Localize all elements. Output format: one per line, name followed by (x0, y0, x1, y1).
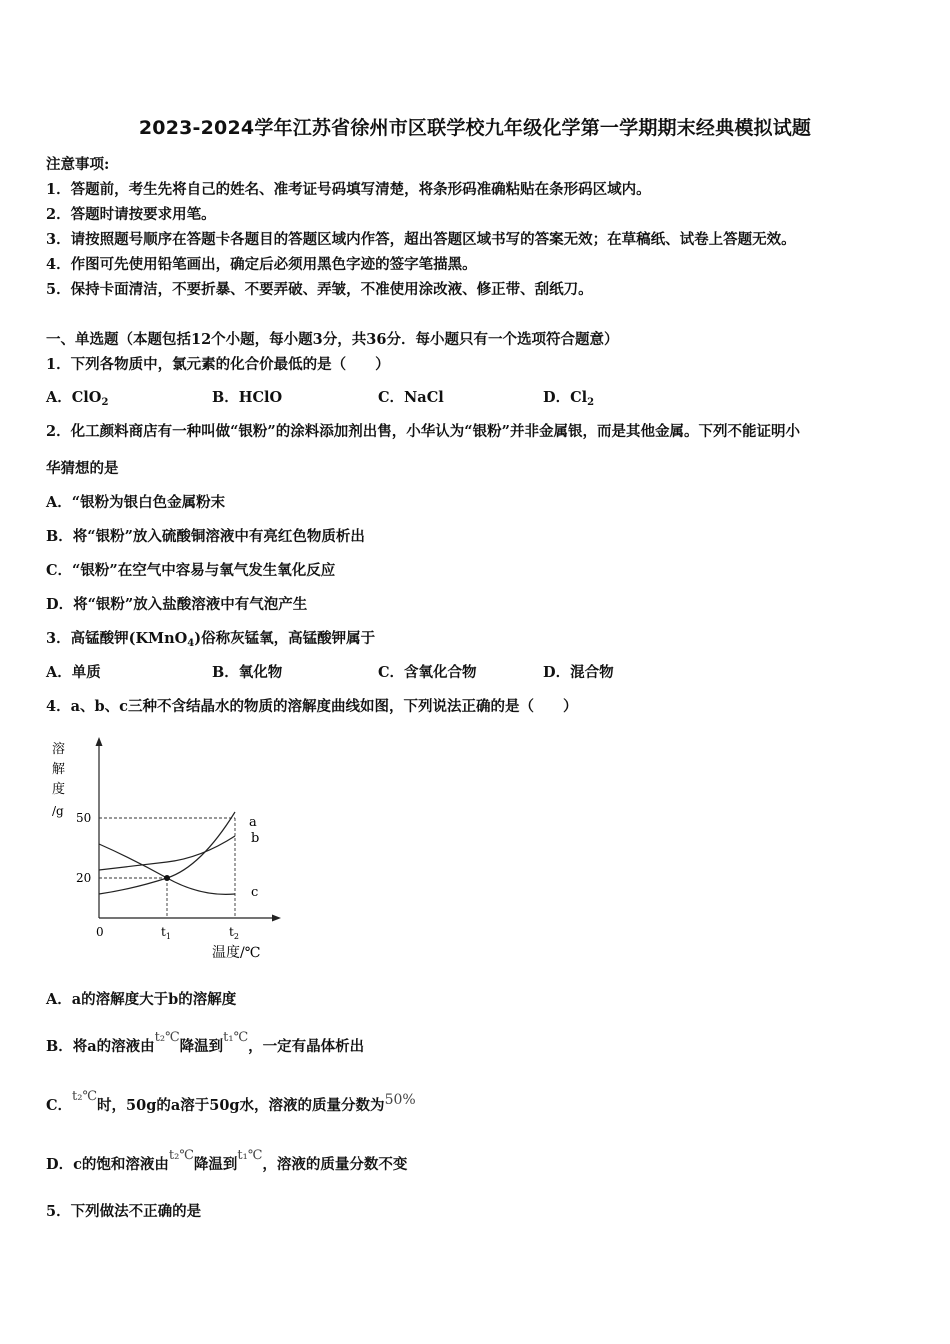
y-label-char-1: 溶 (52, 742, 66, 757)
temp-t2: t₂℃ (154, 1030, 180, 1045)
curve-label-c: c (251, 885, 259, 900)
question-3-option-b: B．氧化物 (212, 664, 283, 681)
question-3-option-c: C．含氧化合物 (378, 664, 477, 681)
intersection-point (164, 875, 170, 881)
question-5-stem: 5．下列做法不正确的是 (46, 1203, 202, 1220)
temp-t2: t₂℃ (72, 1089, 98, 1104)
question-4-option-b: B．将a的溶液由t₂℃降温到t₁℃，一定有晶体析出 (46, 1030, 365, 1055)
curve-label-b: b (251, 831, 260, 846)
y-tick-50: 50 (76, 811, 92, 825)
temp-t1: t₁℃ (237, 1148, 263, 1163)
question-2-option-b: B．将“银粉”放入硫酸铜溶液中有亮红色物质析出 (46, 528, 365, 545)
notice-item-2: 2．答题时请按要求用笔。 (46, 206, 216, 223)
question-1-option-a: A．ClO$_2$ (46, 389, 109, 408)
question-2-stem-line-1: 2．化工颜料商店有一种叫做“银粉”的涂料添加剂出售，小华认为“银粉”并非金属银，而是其他金属。下列不能证明小 (46, 423, 800, 440)
question-3-option-a: A．单质 (46, 664, 101, 681)
x-tick-t1-sub: 1 (165, 932, 171, 941)
question-4-option-d: D．c的饱和溶液由t₂℃降温到t₁℃，溶液的质量分数不变 (46, 1148, 408, 1173)
curve-label-a: a (249, 815, 257, 830)
question-4-option-c: C．t₂℃时，50g的a溶于50g水，溶液的质量分数为50% (46, 1089, 416, 1114)
question-4-option-a: A．a的溶解度大于b的溶解度 (46, 991, 237, 1008)
question-3-option-d: D．混合物 (543, 664, 614, 681)
section-heading: 一、单选题（本题包括12个小题，每小题3分，共36分．每小题只有一个选项符合题意） (46, 331, 619, 348)
y-label-char-4: /g (52, 804, 64, 818)
y-axis-arrow (96, 737, 103, 746)
question-2-option-d: D．将“银粉”放入盐酸溶液中有气泡产生 (46, 596, 308, 613)
percent-value: 50% (384, 1092, 416, 1108)
temp-t2: t₂℃ (168, 1148, 194, 1163)
question-4-stem: 4．a、b、c三种不含结晶水的物质的溶解度曲线如图，下列说法正确的是（ ） (46, 698, 578, 715)
question-2-option-a: A．“银粉为银白色金属粉末 (46, 494, 226, 511)
page-title: 2023-2024学年江苏省徐州市区联学校九年级化学第一学期期末经典模拟试题 (138, 117, 812, 139)
y-label-char-3: 度 (52, 782, 66, 797)
notice-heading: 注意事项: (46, 156, 110, 173)
question-1-stem: 1．下列各物质中，氯元素的化合价最低的是（ ） (46, 356, 390, 373)
y-tick-20: 20 (76, 871, 92, 885)
x-tick-t2: $t_2$ (229, 925, 239, 941)
notice-item-4: 4．作图可先使用铅笔画出，确定后必须用黑色字迹的签字笔描黑。 (46, 256, 477, 273)
x-axis-arrow (272, 915, 281, 922)
temp-t1: t₁℃ (223, 1030, 249, 1045)
x-tick-t1: $t_1$ (161, 925, 171, 941)
x-tick-t2-sub: 2 (233, 932, 239, 941)
solubility-chart (44, 733, 294, 968)
notice-item-5: 5．保持卡面清洁，不要折暴、不要弄破、弄皱，不准使用涂改液、修正带、刮纸刀。 (46, 281, 593, 298)
origin-label: 0 (96, 925, 104, 939)
question-2-stem-line-2: 华猜想的是 (46, 460, 119, 477)
question-1-option-d: D．$Cl_2$ (543, 389, 595, 408)
x-axis-label: 温度/℃ (212, 945, 261, 961)
question-1-option-c: C．NaCl (378, 389, 444, 406)
notice-item-1: 1．答题前，考生先将自己的姓名、准考证号码填写清楚，将条形码准确粘贴在条形码区域内。 (46, 181, 651, 198)
curve-c (99, 844, 235, 894)
question-3-stem: 3．高锰酸钾(KMnO$_4$)俗称灰锰氧，高锰酸钾属于 (46, 630, 376, 649)
question-2-option-c: C．“银粉”在空气中容易与氧气发生氧化反应 (46, 562, 336, 579)
y-label-char-2: 解 (52, 762, 66, 777)
question-1-option-b: B．HClO (212, 389, 283, 406)
notice-item-3: 3．请按照题号顺序在答题卡各题目的答题区域内作答，超出答题区域书写的答案无效；在草稿纸、试卷上答题无效。 (46, 231, 796, 248)
